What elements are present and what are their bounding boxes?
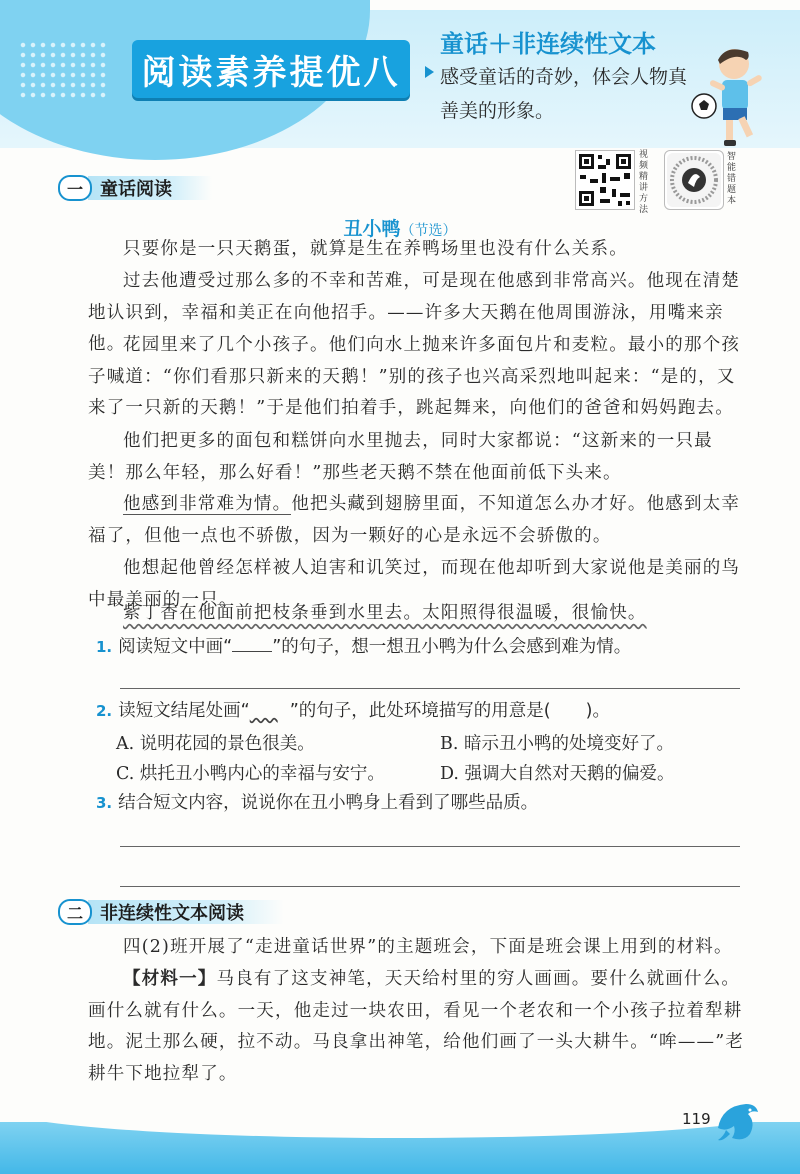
story-paragraph: 他们把更多的面包和糕饼向水里抛去，同时大家都说：“这新来的一只最美！那么年轻，那么好看！”那些老天鹅不禁在他面前低下头来。	[88, 431, 713, 483]
question-1	[96, 632, 756, 662]
underlined-sentence: 他感到非常难为情。	[123, 494, 292, 514]
qr-code-error-book[interactable]	[664, 150, 724, 210]
answer-line[interactable]	[120, 846, 740, 847]
story-paragraph: 他想起他曾经怎样被人迫害和讥笑过，而现在他却听到大家说他是美丽的鸟中最美丽的一只。	[88, 558, 741, 610]
learning-goal: 感受童话的奇妙，体会人物真善美的形象。	[440, 66, 688, 122]
bullet-triangle-icon	[425, 66, 434, 78]
story-paragraph: 只要你是一只天鹅蛋，就算是生在养鸭场里也没有什么关系。	[123, 239, 628, 259]
material-intro: 四(2)班开展了“走进童话世界”的主题班会，下面是班会课上用到的材料。	[123, 937, 733, 957]
straight-line-mark	[232, 635, 272, 652]
decorative-dots	[18, 40, 108, 100]
wavy-underlined-sentence: 紫丁香在他面前把枝条垂到水里去。太阳照得很温暖，很愉快。	[123, 603, 647, 623]
story-paragraph: 过去他遭受过那么多的不幸和苦难，可是现在他感到非常高兴。他现在清楚地认识到，幸福和美正在向他招手。——许多大天鹅在他周围游泳，用嘴来亲他。	[88, 271, 741, 354]
answer-line[interactable]	[120, 688, 740, 689]
story-title-main: 丑小鸭	[343, 218, 401, 240]
question-text: ”的句子，想一想丑小鸭为什么会感到难为情。	[272, 637, 632, 657]
section-number: 二	[58, 899, 92, 925]
question-text: 阅读短文中画“	[118, 637, 233, 657]
qr-caption-error-book: 智能错题本	[727, 152, 737, 206]
answer-line[interactable]	[120, 886, 740, 887]
qr-caption-video: 视频精讲方法	[639, 150, 649, 215]
page-number: 119	[682, 1110, 711, 1128]
material-one	[88, 964, 748, 1090]
lesson-title: 阅读素养提优八	[141, 52, 401, 93]
option-d[interactable]: D. 强调大自然对天鹅的偏爱。	[440, 764, 675, 784]
question-number: 1.	[96, 638, 113, 656]
material-text: 马良有了这支神笔，天天给村里的穷人画画。要什么就画什么。画什么就有什么。一天，他走过一块农田，看见一个老农和一个小孩子拉着犁耕地。泥土那么硬，拉不动。马良拿出神笔，给他们画了一头大耕牛。“哞——”老耕牛下地拉犁了。	[88, 969, 745, 1084]
question-text: ”的句子，此处环境描写的用意是( )。	[289, 701, 610, 721]
question-text: 结合短文内容，说说你在丑小鸭身上看到了哪些品质。	[118, 793, 539, 813]
soccer-boy-illustration	[690, 42, 768, 150]
question-3	[96, 788, 756, 818]
story-paragraph	[88, 489, 748, 552]
section-header-fairy-tale	[58, 176, 212, 200]
genre-label: 童话＋非连续性文本	[440, 30, 656, 58]
story-title-sub: （节选）	[400, 223, 457, 239]
option-a[interactable]: A. 说明花园的景色很美。	[116, 734, 315, 754]
section-title: 非连续性文本阅读	[88, 900, 284, 924]
story-text: 他把头藏到翅膀里面，不知道怎么办才好。他感到太幸福了，但他一点也不骄傲，因为一颗好的心是永远不会骄傲的。	[88, 494, 741, 546]
qr-code-video[interactable]	[575, 150, 635, 210]
question-2	[96, 696, 756, 726]
option-b[interactable]: B. 暗示丑小鸭的处境变好了。	[440, 734, 674, 754]
question-number: 2.	[96, 702, 113, 720]
dolphin-icon	[712, 1098, 762, 1144]
section-header-non-continuous	[58, 900, 284, 924]
wavy-line-mark	[250, 696, 290, 712]
story-paragraph: 花园里来了几个小孩子。他们向水上抛来许多面包片和麦粒。最小的那个孩子喊道：“你们看那只新来的天鹅！”别的孩子也兴高采烈地叫起来：“是的，又来了一只新的天鹅！”于是他们拍着手，跳起舞来，向他们的爸爸和妈妈跑去。	[88, 335, 741, 418]
story-paragraph	[88, 598, 748, 630]
section-title: 童话阅读	[88, 176, 212, 200]
question-number: 3.	[96, 794, 113, 812]
material-label: 【材料一】	[123, 969, 217, 989]
section-number: 一	[58, 175, 92, 201]
question-text: 读短文结尾处画“	[118, 701, 250, 721]
option-c[interactable]: C. 烘托丑小鸭内心的幸福与安宁。	[116, 764, 385, 784]
lesson-title-box	[132, 40, 410, 98]
